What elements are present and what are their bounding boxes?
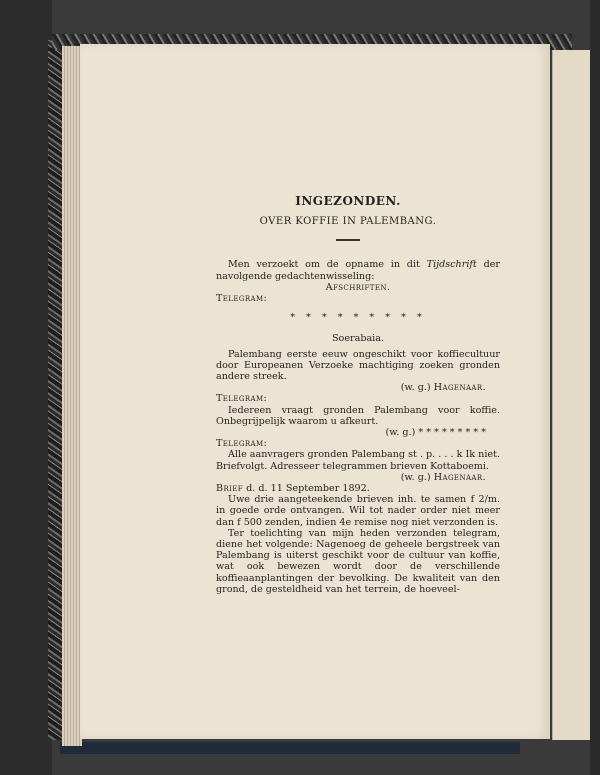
signature-hagenaar-1: [216, 382, 500, 393]
brief-paragraph-1: Uwe drie aangeteekende brieven inh. te samen f 2/m. in goede orde ontvangen. Wil tot nader order niet meer dan f 500 zenden, indien 4e remise nog niet verzonden is.: [216, 494, 500, 528]
signature-prefix: (w. g.): [400, 382, 431, 394]
signature-hagenaar-2: [216, 472, 500, 483]
telegram-3: Alle aanvragers gronden Palembang st . p. . . . k Ik niet. Briefvolgt. Adresseer telegrammen brieven Kottaboemi.: [216, 449, 500, 472]
next-page-edge: [552, 50, 593, 740]
signature-name: Hagenaar.: [433, 382, 486, 394]
telegram-1: Palembang eerste eeuw ongeschikt voor koffiecultuur door Europeanen Verzoeke machtiging zoeken gronden andere streek.: [216, 348, 500, 383]
signature-name: Hagenaar.: [433, 471, 486, 483]
brief-paragraph-2: Ter toelichting van mijn heden verzonden telegram, diene het volgende: Nagenoeg de geheele bergstreek van Palembang is uiterst geschikt voor de cultuur van koffie, wat ook bewezen wordt door de verschillende koffieaanplantingen der bevolking. De kwaliteit van den grond, de gesteldheid van het terrein, de hoeveel-: [216, 527, 500, 595]
brief-heading: [216, 483, 500, 494]
telegram-2: Iedereen vraagt gronden Palembang voor koffie. Onbegrijpelijk waarom u afkeurt.: [216, 404, 500, 427]
article-title: INGEZONDEN.: [295, 194, 401, 208]
background-right: [590, 0, 600, 775]
signature-prefix: (w. g.): [385, 427, 416, 439]
telegram-label: Telegram:: [216, 438, 268, 450]
telegram-label: Telegram:: [216, 393, 268, 405]
page-content: [216, 196, 500, 595]
signature-prefix: (w. g.): [400, 471, 431, 483]
signature-stars-text: * * * * * * * * *: [418, 427, 486, 439]
telegram-label: Telegram:: [216, 293, 268, 305]
brief-label: Brief: [216, 483, 244, 495]
afschriften-heading: Afschriften.: [325, 281, 391, 293]
book-spine: [0, 0, 52, 775]
intro-italic: Tijdschrift: [426, 259, 477, 271]
place-heading: Soerabaia.: [331, 333, 385, 345]
intro-paragraph: [216, 259, 500, 281]
article-subtitle: OVER KOFFIE IN PALEMBANG.: [259, 216, 437, 228]
brief-date: d. d. 11 September 1892.: [246, 483, 370, 495]
intro-text-a: Men verzoekt om de opname in dit: [228, 259, 420, 271]
signature-stars: [216, 427, 500, 438]
bottom-board: [60, 742, 520, 754]
title-rule: [336, 239, 360, 241]
stars-line: * * * * * * * * *: [290, 312, 426, 324]
intro-text-b: der navolgende gedachtenwisseling:: [216, 259, 500, 282]
page-edges: [62, 46, 82, 746]
